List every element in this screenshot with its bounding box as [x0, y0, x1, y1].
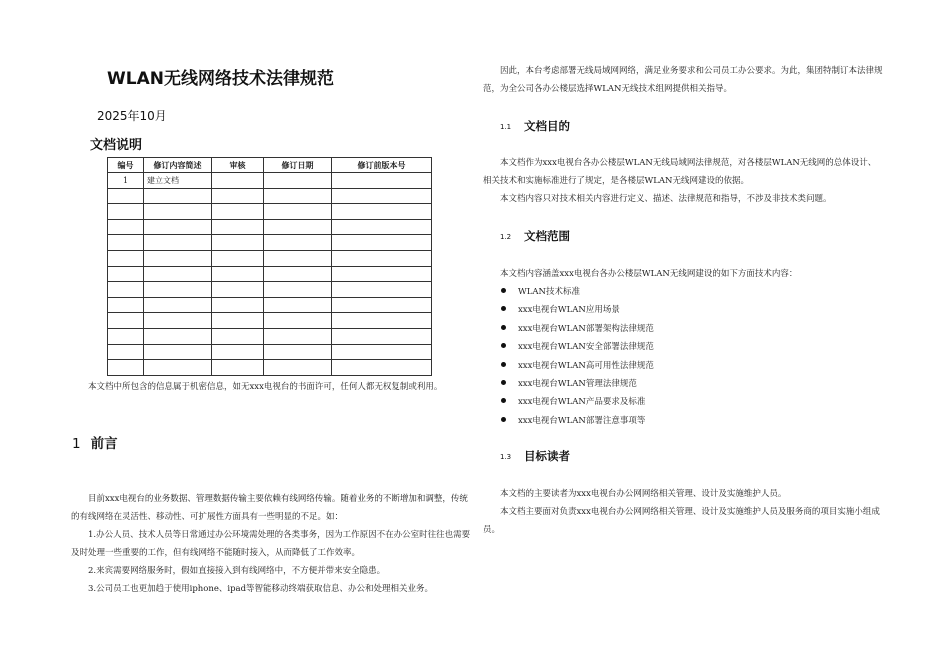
paragraph: 3.公司员工也更加趋于使用iphone、ipad等智能移动终端获取信息、办公和处理相关业务。	[88, 584, 434, 594]
confidentiality-note: 本文档中所包含的信息属于机密信息，如无xxx电视台的书面许可，任何人都无权复制或利用。	[88, 382, 443, 392]
bullet-icon	[501, 417, 506, 422]
scope-lead	[483, 265, 883, 283]
table-cell	[332, 282, 432, 298]
table-cell	[144, 188, 212, 204]
table-row	[108, 188, 432, 204]
table-cell	[332, 250, 432, 266]
table-row	[108, 250, 432, 266]
intro-paragraph	[483, 62, 883, 98]
list-item	[501, 412, 654, 430]
table-cell	[108, 235, 144, 251]
subsection-number: 1.2	[500, 232, 512, 241]
subsection-title: 文档目的	[524, 119, 570, 133]
table-cell	[212, 344, 264, 360]
section-title: 前言	[90, 436, 118, 452]
table-cell	[332, 188, 432, 204]
list-item-text: xxx电视台WLAN安全部署法律规范	[518, 342, 654, 353]
table-cell	[264, 266, 332, 282]
table-cell	[332, 204, 432, 220]
subsection-heading-purpose	[500, 118, 570, 134]
column-header: 编号	[108, 158, 144, 173]
bullet-icon	[501, 288, 506, 293]
paragraph: 目前xxx电视台的业务数据、管理数据传输主要依赖有线网络传输。随着业务的不断增加和调整，传统的有线网络在灵活性、移动性、可扩展性方面具有一些明显的不足。如：	[71, 494, 468, 522]
list-item-text: xxx电视台WLAN应用场景	[518, 305, 620, 316]
paragraph: 本文档主要面对负责xxx电视台办公网网络相关管理、设计及实施维护人员及服务商的项目实施小组成员。	[483, 507, 880, 535]
revision-table	[107, 157, 432, 376]
table-cell	[108, 313, 144, 329]
table-cell	[108, 250, 144, 266]
bullet-icon	[501, 398, 506, 403]
table-cell	[144, 219, 212, 235]
list-item	[501, 375, 654, 393]
list-item	[501, 338, 654, 356]
table-cell	[212, 173, 264, 189]
table-cell	[108, 360, 144, 376]
paragraph: 本文档作为xxx电视台各办公楼层WLAN无线局域网法律规范，对各楼层WLAN无线网的总体设计、相关技术和实施标准进行了规定，是各楼层WLAN无线网建设的依据。	[483, 158, 877, 186]
table-cell: 建立文档	[144, 173, 212, 189]
list-item-text: xxx电视台WLAN产品要求及标准	[518, 397, 646, 408]
subsection-heading-audience	[500, 448, 570, 464]
table-cell	[332, 235, 432, 251]
table-cell	[264, 219, 332, 235]
list-item	[501, 301, 654, 319]
table-row	[108, 266, 432, 282]
table-cell	[144, 313, 212, 329]
table-cell	[108, 328, 144, 344]
table-cell	[332, 297, 432, 313]
subsection-number: 1.1	[500, 122, 512, 131]
table-row	[108, 313, 432, 329]
table-cell	[212, 250, 264, 266]
table-row	[108, 282, 432, 298]
subsection-heading-scope	[500, 228, 570, 244]
table-cell	[332, 328, 432, 344]
list-item	[501, 357, 654, 375]
bullet-icon	[501, 343, 506, 348]
table-cell	[264, 282, 332, 298]
paragraph: 1.办公人员、技术人员等日常通过办公环境需处理的各类事务，因为工作原因不在办公室时往往也需要及时处理一些重要的工作，但有线网络不能随时接入，从而降低了工作效率。	[71, 530, 471, 558]
list-item-text: xxx电视台WLAN部署架构法律规范	[518, 323, 654, 334]
table-row	[108, 297, 432, 313]
audience-body	[483, 485, 883, 539]
table-cell	[212, 266, 264, 282]
table-cell	[212, 313, 264, 329]
subsection-title: 目标读者	[524, 449, 570, 463]
table-cell	[144, 328, 212, 344]
bullet-icon	[501, 306, 506, 311]
revision-table-body	[108, 173, 432, 376]
table-cell	[144, 250, 212, 266]
table-cell	[212, 297, 264, 313]
table-row	[108, 344, 432, 360]
table-cell	[108, 219, 144, 235]
table-cell	[332, 344, 432, 360]
column-header: 修订内容简述	[144, 158, 212, 173]
revision-table-header-row	[108, 158, 432, 173]
table-cell	[144, 297, 212, 313]
table-cell	[212, 188, 264, 204]
list-item-text: xxx电视台WLAN高可用性法律规范	[518, 360, 654, 371]
paragraph: 本文档内容只对技术相关内容进行定义、描述、法律规范和指导，不涉及非技术类问题。	[500, 194, 832, 204]
table-cell	[212, 219, 264, 235]
bullet-icon	[501, 362, 506, 367]
table-cell	[264, 360, 332, 376]
table-cell	[212, 328, 264, 344]
table-row	[108, 235, 432, 251]
bullet-icon	[501, 380, 506, 385]
table-cell	[332, 360, 432, 376]
table-cell	[264, 328, 332, 344]
column-header: 修订前版本号	[332, 158, 432, 173]
table-cell	[212, 204, 264, 220]
purpose-body	[483, 154, 883, 208]
list-item-text: WLAN技术标准	[518, 287, 580, 297]
table-row	[108, 328, 432, 344]
table-cell	[108, 344, 144, 360]
table-cell: 1	[108, 173, 144, 189]
table-cell	[264, 313, 332, 329]
table-row	[108, 360, 432, 376]
table-cell	[144, 266, 212, 282]
table-cell	[264, 344, 332, 360]
table-cell	[264, 235, 332, 251]
table-cell	[212, 282, 264, 298]
list-item	[501, 320, 654, 338]
column-header: 修订日期	[264, 158, 332, 173]
table-cell	[144, 360, 212, 376]
table-cell	[108, 188, 144, 204]
paragraph: 2.来宾需要网络服务时，假如直接接入到有线网络中，不方便并带来安全隐患。	[88, 566, 386, 576]
table-cell	[108, 266, 144, 282]
table-cell	[212, 360, 264, 376]
scope-list	[501, 283, 654, 430]
table-cell	[332, 173, 432, 189]
table-cell	[108, 282, 144, 298]
preface-body	[71, 490, 475, 598]
section-number: 1	[72, 436, 81, 452]
table-row	[108, 219, 432, 235]
table-cell	[144, 344, 212, 360]
table-row	[108, 173, 432, 189]
table-cell	[212, 235, 264, 251]
document-date: 2025年10月	[97, 109, 167, 123]
table-cell	[144, 204, 212, 220]
bullet-icon	[501, 325, 506, 330]
list-item	[501, 283, 654, 301]
table-cell	[332, 219, 432, 235]
table-cell	[108, 297, 144, 313]
paragraph: 因此，本台考虑部署无线局域网网络，满足业务要求和公司员工办公要求。为此，集团特制订本法律规范，为全公司各办公楼层选择WLAN无线技术组网提供相关指导。	[483, 66, 883, 94]
table-cell	[264, 173, 332, 189]
list-item	[501, 393, 654, 411]
subsection-number: 1.3	[500, 452, 512, 461]
list-item-text: xxx电视台WLAN部署注意事项等	[518, 415, 646, 426]
table-cell	[332, 266, 432, 282]
paragraph: 本文档的主要读者为xxx电视台办公网网络相关管理、设计及实施维护人员。	[500, 489, 787, 499]
section-heading-preface	[72, 432, 118, 452]
list-item-text: xxx电视台WLAN管理法律规范	[518, 378, 637, 389]
table-cell	[264, 250, 332, 266]
table-row	[108, 204, 432, 220]
table-cell	[264, 204, 332, 220]
document-description-heading: 文档说明	[90, 138, 143, 153]
table-cell	[108, 204, 144, 220]
subsection-title: 文档范围	[524, 229, 570, 243]
table-cell	[144, 282, 212, 298]
table-cell	[264, 188, 332, 204]
document-title: WLAN无线网络技术法律规范	[107, 69, 334, 89]
table-cell	[264, 297, 332, 313]
table-cell	[332, 313, 432, 329]
table-cell	[144, 235, 212, 251]
column-header: 审核	[212, 158, 264, 173]
right-page	[475, 0, 950, 672]
paragraph: 本文档内容涵盖xxx电视台各办公楼层WLAN无线网建设的如下方面技术内容：	[500, 269, 798, 279]
